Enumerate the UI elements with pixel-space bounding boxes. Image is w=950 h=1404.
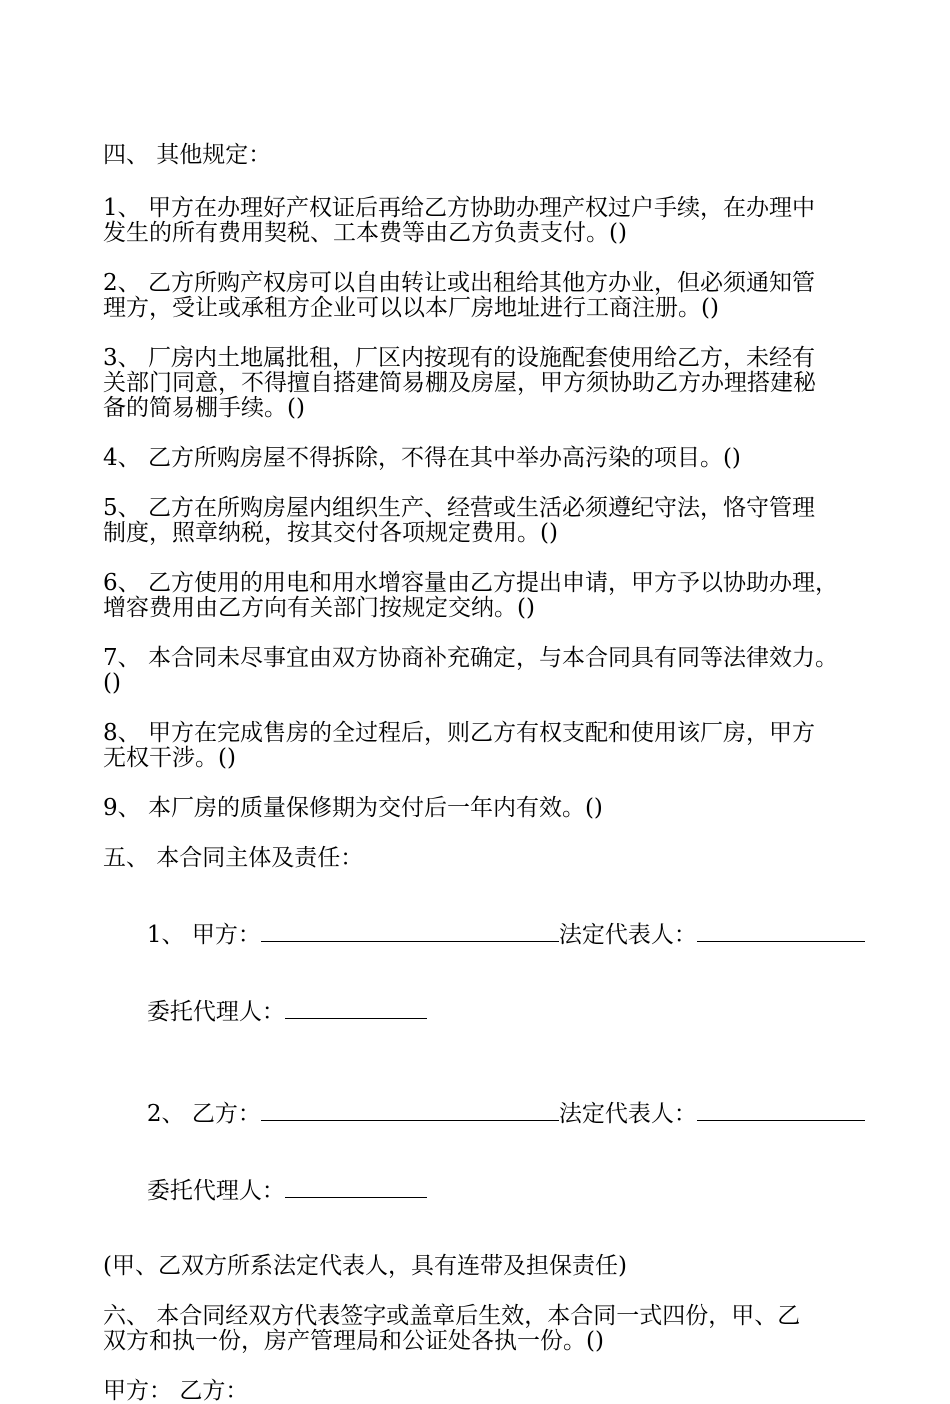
clause-4-5 <box>103 496 863 546</box>
signature-party-b: 乙方： <box>179 1378 249 1404</box>
clause-line: 2、 乙方所购产权房可以自由转让或出租给其他方办业，但必须通知管 <box>103 270 815 296</box>
party-a-agent-line <box>103 973 863 1050</box>
section-5-title: 五、 本合同主体及责任： <box>103 845 364 871</box>
party-b-rep-label: 法定代表人： <box>558 1101 697 1127</box>
clause-line: 理方，受让或承租方企业可以以本厂房地址进行工商注册。() <box>103 295 719 321</box>
clause-4-2 <box>103 271 863 321</box>
party-a-label: 1、 甲方： <box>146 922 261 948</box>
party-b-block <box>103 1075 863 1229</box>
clause-line: 关部门同意，不得擅自搭建简易棚及房屋，甲方须协助乙方办理搭建秘 <box>103 370 816 396</box>
section-6 <box>103 1304 863 1354</box>
party-b-line <box>103 1075 863 1152</box>
clause-line: 8、 甲方在完成售房的全过程后，则乙方有权支配和使用该厂房，甲方 <box>103 720 815 746</box>
party-a-block <box>103 896 863 1050</box>
party-b-name-blank[interactable] <box>261 1100 559 1121</box>
party-b-agent-line <box>103 1152 863 1229</box>
clause-4-8 <box>103 721 863 771</box>
section-6-line: 六、 本合同经双方代表签字或盖章后生效，本合同一式四份，甲、乙 <box>103 1303 801 1329</box>
clause-line: 5、 乙方在所购房屋内组织生产、经营或生活必须遵纪守法，恪守管理 <box>103 495 815 521</box>
party-a-line <box>103 896 863 973</box>
party-b-label: 2、 乙方： <box>146 1101 261 1127</box>
clause-line: 制度，照章纳税，按其交付各项规定费用。() <box>103 520 558 546</box>
clause-line: 备的简易棚手续。() <box>103 395 305 421</box>
clause-4-9 <box>103 796 863 821</box>
clause-line: 7、 本合同未尽事宜由双方协商补充确定，与本合同具有同等法律效力。 <box>103 645 838 671</box>
party-a-agent-blank[interactable] <box>285 998 427 1019</box>
party-a-rep-label: 法定代表人： <box>558 922 697 948</box>
clause-4-6 <box>103 571 863 621</box>
clause-line: 增容费用由乙方向有关部门按规定交纳。() <box>103 595 535 621</box>
clause-line: 4、 乙方所购房屋不得拆除，不得在其中举办高污染的项目。() <box>103 445 741 471</box>
clause-4-1 <box>103 196 863 246</box>
clause-line: 9、 本厂房的质量保修期为交付后一年内有效。() <box>103 795 603 821</box>
clause-line: () <box>103 670 121 696</box>
clause-4-3 <box>103 346 863 421</box>
liability-note: (甲、乙双方所系法定代表人，具有连带及担保责任) <box>103 1253 627 1279</box>
party-b-agent-label: 委托代理人： <box>146 1178 285 1204</box>
party-a-rep-blank[interactable] <box>697 921 865 942</box>
party-a-name-blank[interactable] <box>261 921 559 942</box>
section-4-title: 四、 其他规定： <box>103 142 272 168</box>
clause-line: 无权干涉。() <box>103 745 236 771</box>
clause-4-7 <box>103 646 863 696</box>
clause-4-4 <box>103 446 863 471</box>
clause-line: 6、 乙方使用的用电和用水增容量由乙方提出申请，甲方予以协助办理， <box>103 570 838 596</box>
signature-party-a: 甲方： <box>103 1378 172 1404</box>
clause-line: 1、 甲方在办理好产权证后再给乙方协助办理产权过户手续，在办理中 <box>103 195 815 221</box>
party-a-agent-label: 委托代理人： <box>146 999 285 1025</box>
party-b-agent-blank[interactable] <box>285 1177 427 1198</box>
signature-line <box>103 1379 863 1404</box>
section-6-line: 双方和执一份，房产管理局和公证处各执一份。() <box>103 1328 604 1354</box>
clause-line: 发生的所有费用契税、工本费等由乙方负责支付。() <box>103 220 627 246</box>
party-b-rep-blank[interactable] <box>697 1100 865 1121</box>
contract-page <box>103 143 863 1404</box>
clause-line: 3、 厂房内土地属批租，厂区内按现有的设施配套使用给乙方，未经有 <box>103 345 815 371</box>
